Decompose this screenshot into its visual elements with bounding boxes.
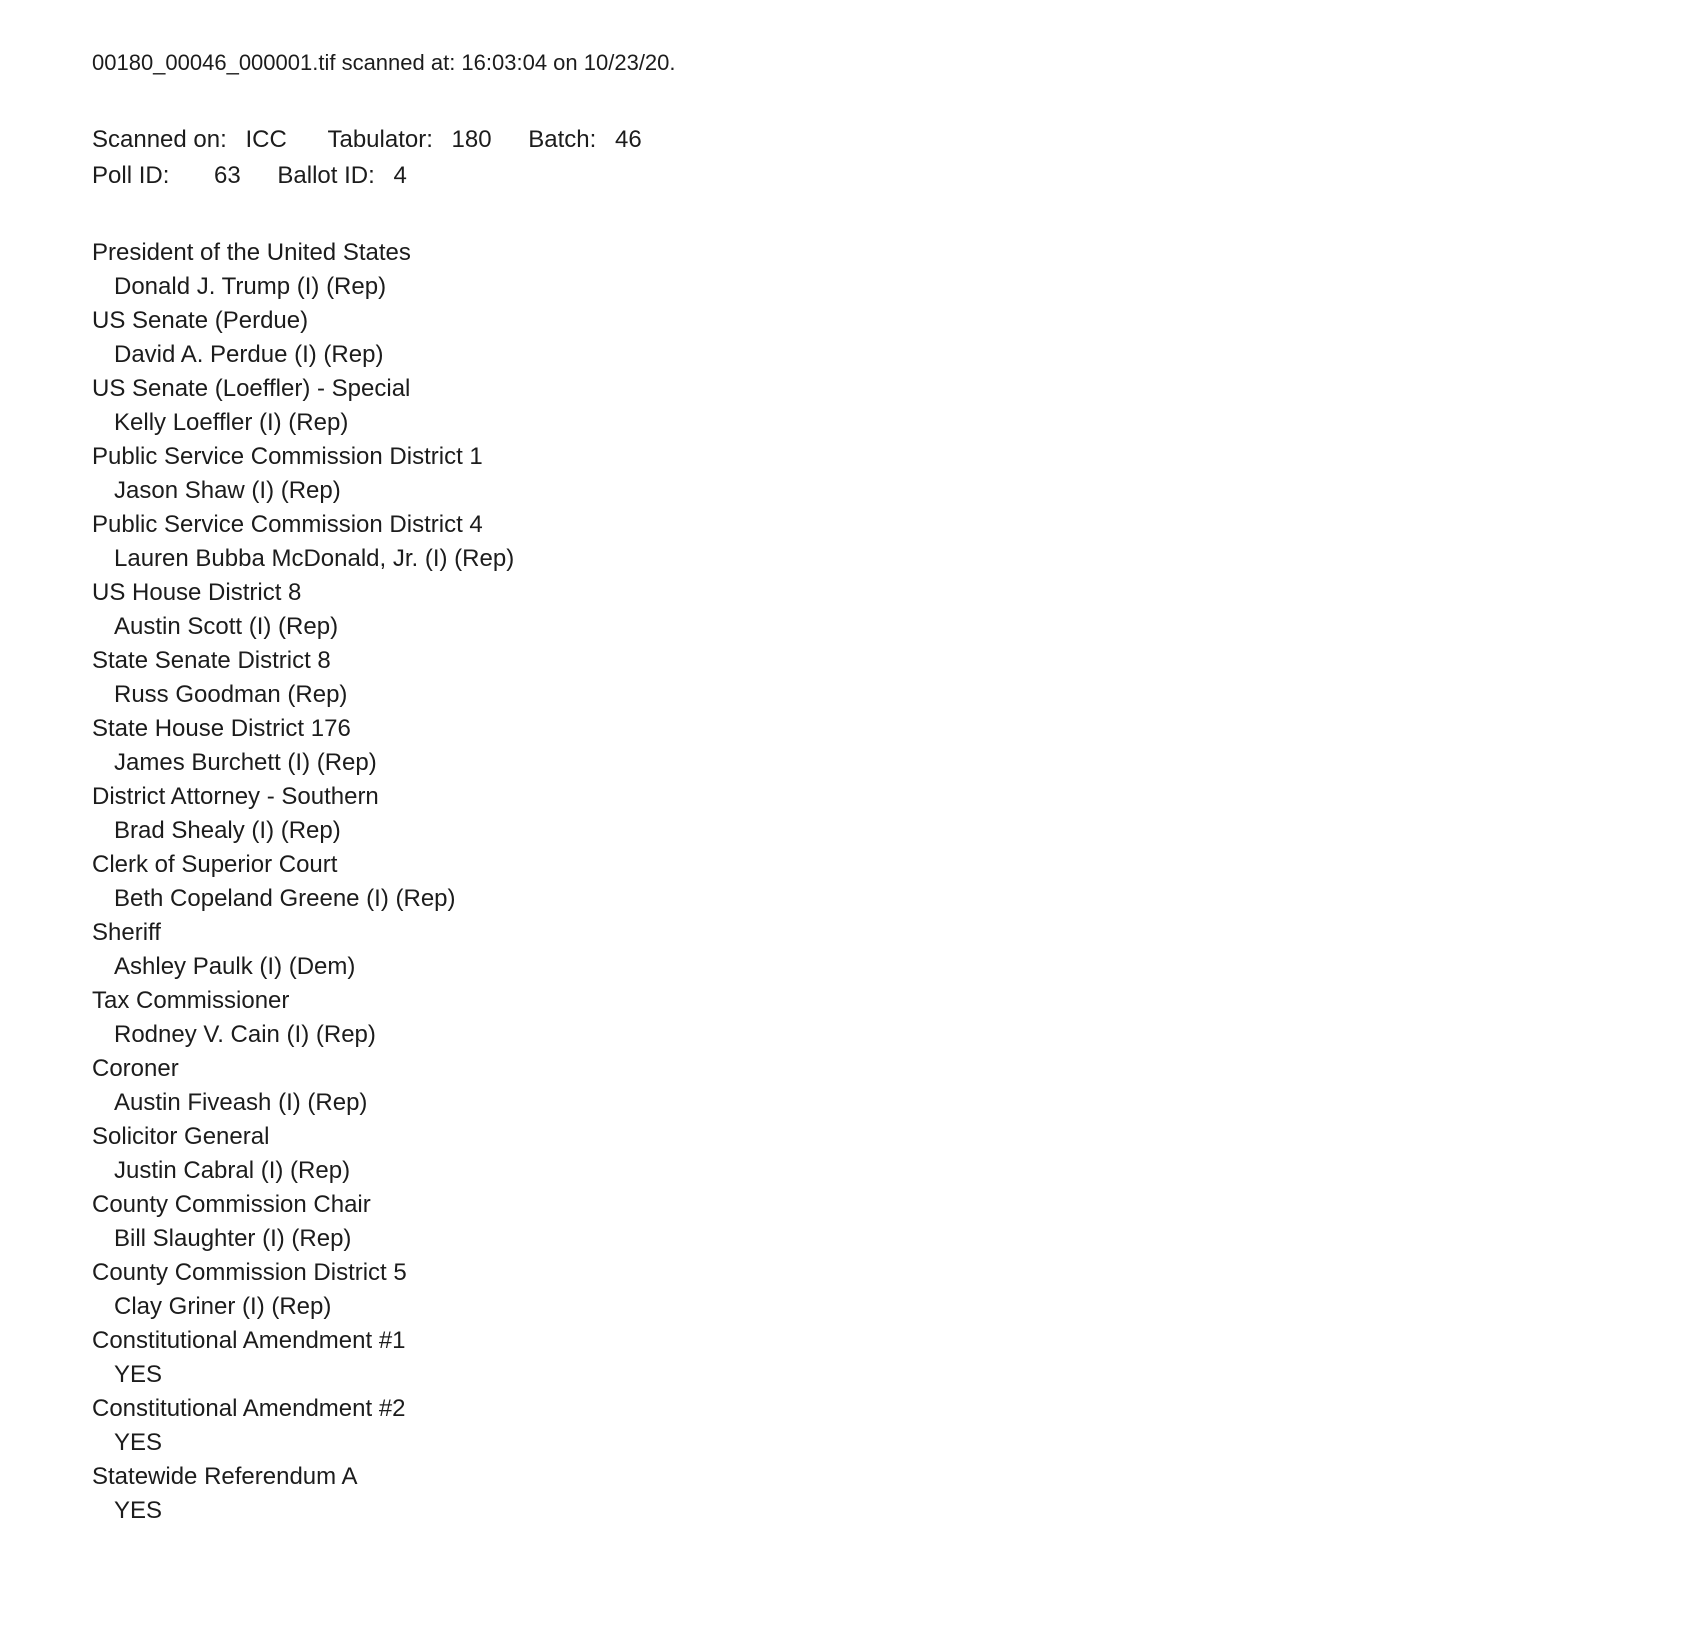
contest-item (92, 916, 1647, 984)
contest-title: Clerk of Superior Court (92, 851, 338, 878)
contest-item (92, 304, 1647, 372)
contest-title: US House District 8 (92, 579, 302, 606)
tabulator-value: 180 (451, 126, 492, 153)
batch-pair (528, 122, 641, 158)
contest-title: State House District 176 (92, 715, 351, 742)
contest-title: Statewide Referendum A (92, 1463, 358, 1490)
contest-item (92, 1392, 1647, 1460)
contest-title: Public Service Commission District 4 (92, 511, 483, 538)
contest-selection: Justin Cabral (I) (Rep) (114, 1157, 351, 1184)
poll-id-label: Poll ID: (92, 162, 170, 189)
contest-selection: YES (114, 1429, 163, 1456)
batch-value: 46 (614, 126, 642, 153)
scan-filename-line: 00180_00046_000001.tif scanned at: 16:03:04 on 10/23/20. (92, 50, 676, 75)
contest-item (92, 1460, 1647, 1528)
contest-item (92, 1120, 1647, 1188)
contest-item (92, 508, 1647, 576)
contest-title: Solicitor General (92, 1123, 270, 1150)
contest-item (92, 712, 1647, 780)
contest-item (92, 576, 1647, 644)
scan-metadata (92, 122, 1647, 194)
poll-id-pair (92, 158, 241, 194)
contest-title: Sheriff (92, 919, 161, 946)
contest-selection: Lauren Bubba McDonald, Jr. (I) (Rep) (114, 545, 515, 572)
batch-label: Batch: (528, 126, 597, 153)
contest-title: State Senate District 8 (92, 647, 331, 674)
contest-item (92, 236, 1647, 304)
contest-selection: YES (114, 1361, 163, 1388)
contest-selection: Clay Griner (I) (Rep) (114, 1293, 332, 1320)
contest-title: Constitutional Amendment #1 (92, 1327, 406, 1354)
tabulator-label: Tabulator: (327, 126, 433, 153)
contest-item (92, 780, 1647, 848)
contest-selection: Beth Copeland Greene (I) (Rep) (114, 885, 456, 912)
ballot-id-pair (277, 158, 406, 194)
contest-title: President of the United States (92, 239, 411, 266)
contest-title: District Attorney - Southern (92, 783, 379, 810)
contest-item (92, 440, 1647, 508)
scan-metadata-row-1 (92, 122, 1647, 158)
contest-title: US Senate (Loeffler) - Special (92, 375, 411, 402)
contest-selection: Austin Fiveash (I) (Rep) (114, 1089, 368, 1116)
contest-item (92, 1188, 1647, 1256)
contest-item (92, 848, 1647, 916)
contest-selection: Jason Shaw (I) (Rep) (114, 477, 341, 504)
contest-title: Tax Commissioner (92, 987, 290, 1014)
contest-list (92, 236, 1647, 1528)
contest-selection: Austin Scott (I) (Rep) (114, 613, 339, 640)
contest-selection: Brad Shealy (I) (Rep) (114, 817, 341, 844)
contest-selection: David A. Perdue (I) (Rep) (114, 341, 384, 368)
contest-item (92, 1256, 1647, 1324)
scan-metadata-row-2 (92, 158, 1647, 194)
contest-selection: YES (114, 1497, 163, 1524)
contest-selection: Kelly Loeffler (I) (Rep) (114, 409, 349, 436)
poll-id-value: 63 (214, 162, 241, 189)
contest-item (92, 644, 1647, 712)
contest-title: US Senate (Perdue) (92, 307, 309, 334)
contest-selection: Donald J. Trump (I) (Rep) (114, 273, 387, 300)
ballot-id-value: 4 (393, 162, 407, 189)
contest-title: Public Service Commission District 1 (92, 443, 483, 470)
contest-selection: Russ Goodman (Rep) (114, 681, 348, 708)
contest-item (92, 1052, 1647, 1120)
contest-selection: Bill Slaughter (I) (Rep) (114, 1225, 352, 1252)
contest-title: County Commission Chair (92, 1191, 371, 1218)
scanned-on-pair (92, 122, 287, 158)
scanned-on-label: Scanned on: (92, 126, 227, 153)
contest-item (92, 1324, 1647, 1392)
contest-selection: James Burchett (I) (Rep) (114, 749, 377, 776)
contest-selection: Ashley Paulk (I) (Dem) (114, 953, 356, 980)
tabulator-pair (327, 122, 491, 158)
ballot-id-label: Ballot ID: (277, 162, 375, 189)
contest-item (92, 372, 1647, 440)
scanned-on-value: ICC (245, 126, 287, 153)
contest-item (92, 984, 1647, 1052)
contest-title: Coroner (92, 1055, 179, 1082)
contest-selection: Rodney V. Cain (I) (Rep) (114, 1021, 376, 1048)
contest-title: Constitutional Amendment #2 (92, 1395, 406, 1422)
contest-title: County Commission District 5 (92, 1259, 407, 1286)
